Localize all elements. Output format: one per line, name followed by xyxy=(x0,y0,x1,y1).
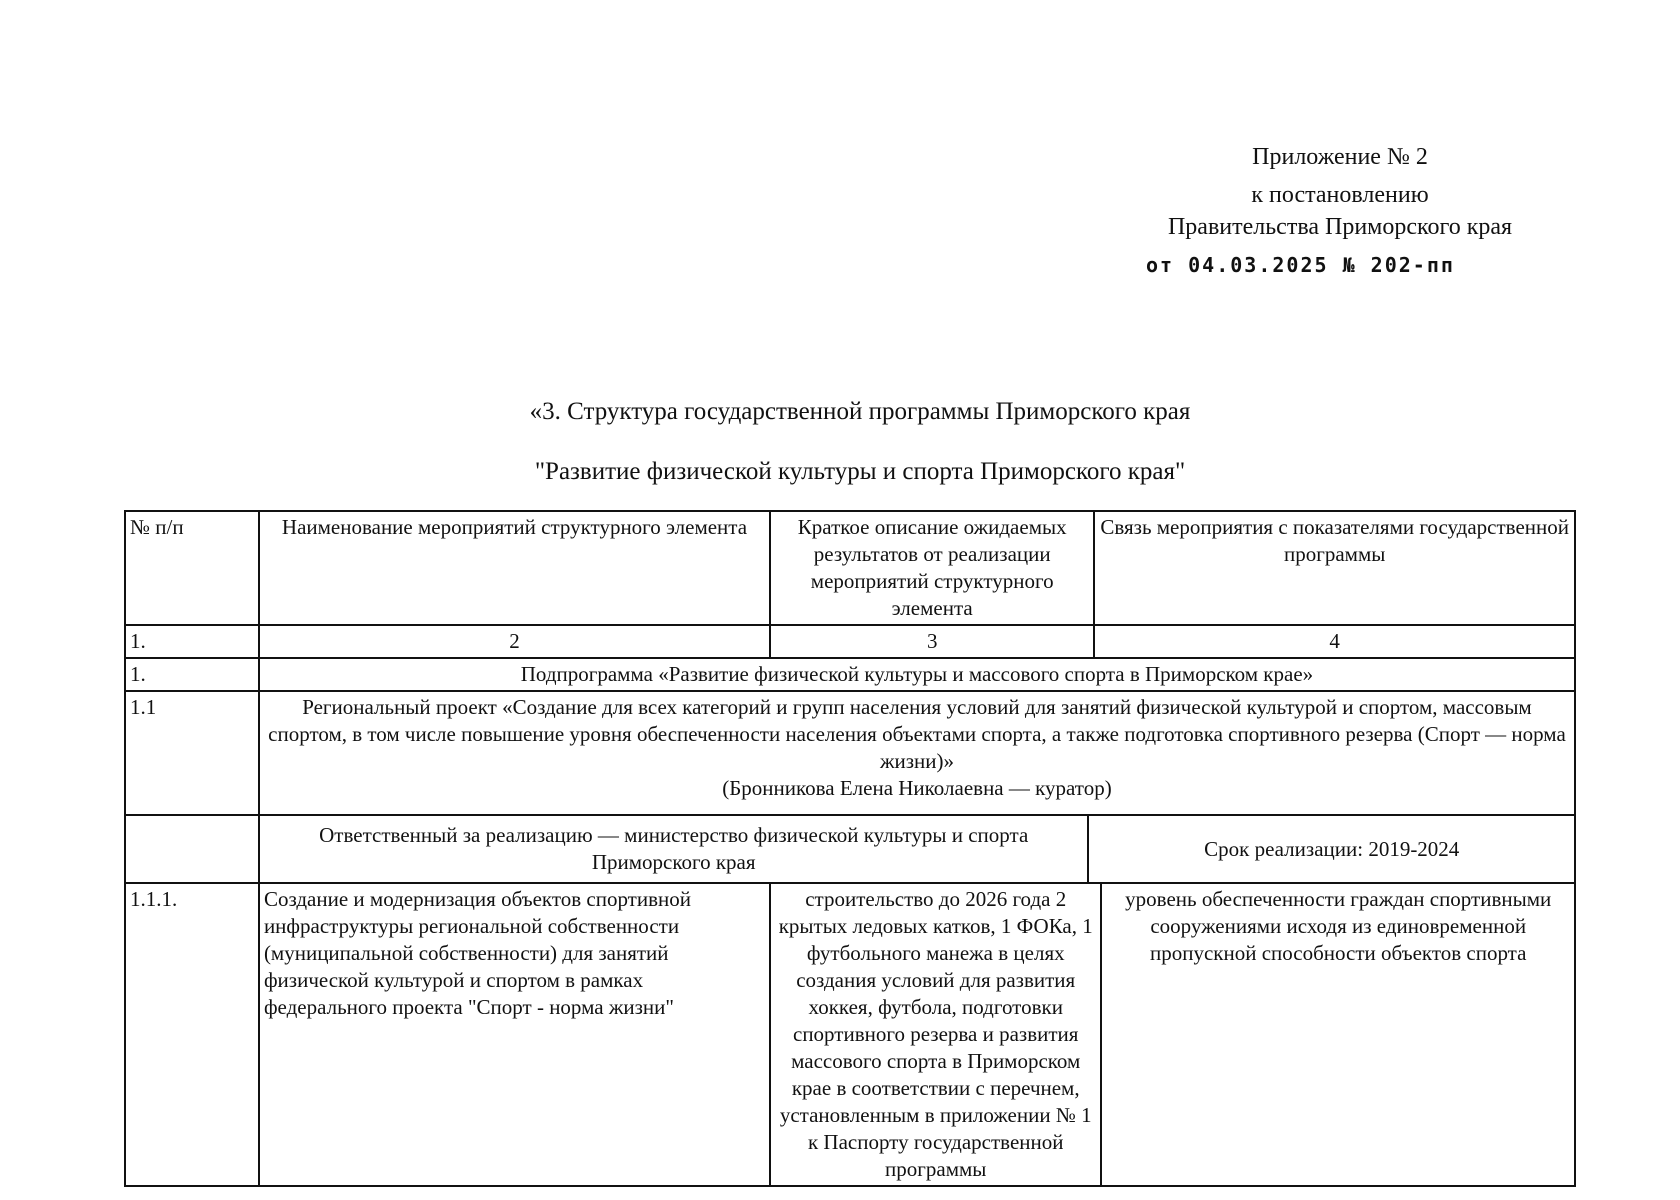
appendix-block xyxy=(1110,140,1570,282)
header-name: Наименование мероприятий структурного элемента xyxy=(259,511,770,625)
subprogram-row xyxy=(125,658,1575,691)
project-row xyxy=(125,691,1575,815)
row-link: уровень обеспеченности граждан спортивными сооружениями исходя из единовременной пропускной способности объектов спорта xyxy=(1101,883,1575,1186)
col-number-4: 4 xyxy=(1094,625,1575,658)
project-curator: (Бронникова Елена Николаевна — куратор) xyxy=(722,776,1112,800)
appendix-number: Приложение № 2 xyxy=(1252,144,1428,170)
appendix-issuer: Правительства Приморского края xyxy=(1167,214,1513,240)
subprogram-num: 1. xyxy=(125,658,259,691)
implementation-period: Срок реализации: 2019-2024 xyxy=(1088,815,1575,883)
header-description: Краткое описание ожидаемых результатов от реализации мероприятий структурного элемента xyxy=(770,511,1094,625)
responsible-ministry: Ответственный за реализацию — министерство физической культуры и спорта Приморского края xyxy=(259,815,1089,883)
appendix-stamp: от 04.03.2025 № 202-пп xyxy=(1146,253,1455,277)
table-row xyxy=(125,883,1575,1186)
column-numbers-row xyxy=(125,625,1575,658)
project-num: 1.1 xyxy=(125,691,259,815)
project-title: Региональный проект «Создание для всех категорий и групп населения условий для занятий физической культурой и спортом, массовым спортом, в том числе повышение уровня обеспеченности населения объектами спорта, а также подготовка спортивного резерва (Спорт — норма жизни)» xyxy=(268,695,1566,773)
row-description: строительство до 2026 года 2 крытых ледовых катков, 1 ФОКа, 1 футбольного манежа в целях создания условий для развития хоккея, футбола, подготовки спортивного резерва и развития массового спорта в Приморском крае в соответствии с перечнем, установленным в приложении № 1 к Паспорту государственной программы xyxy=(770,883,1101,1186)
row-name: Создание и модернизация объектов спортивной инфраструктуры региональной собственности (муниципальной собственности) для занятий физической культурой и спортом в рамках федерального проекта "Спорт - норма жизни" xyxy=(259,883,770,1186)
structure-table xyxy=(124,510,1576,1187)
col-number-2: 2 xyxy=(259,625,770,658)
row-num: 1.1.1. xyxy=(125,883,259,1186)
responsible-num xyxy=(125,815,259,883)
responsible-row xyxy=(125,815,1575,883)
header-num: № п/п xyxy=(125,511,259,625)
appendix-resolution: к постановлению xyxy=(1251,182,1429,208)
header-link: Связь мероприятия с показателями государственной программы xyxy=(1094,511,1575,625)
subprogram-title: Подпрограмма «Развитие физической культуры и массового спорта в Приморском крае» xyxy=(259,658,1575,691)
document-subtitle: "Развитие физической культуры и спорта Приморского края" xyxy=(534,458,1186,485)
table-header-row xyxy=(125,511,1575,625)
col-number-3: 3 xyxy=(770,625,1094,658)
project-cell xyxy=(259,691,1575,815)
col-number-1: 1. xyxy=(125,625,259,658)
document-title: «3. Структура государственной программы Приморского края xyxy=(529,398,1191,425)
